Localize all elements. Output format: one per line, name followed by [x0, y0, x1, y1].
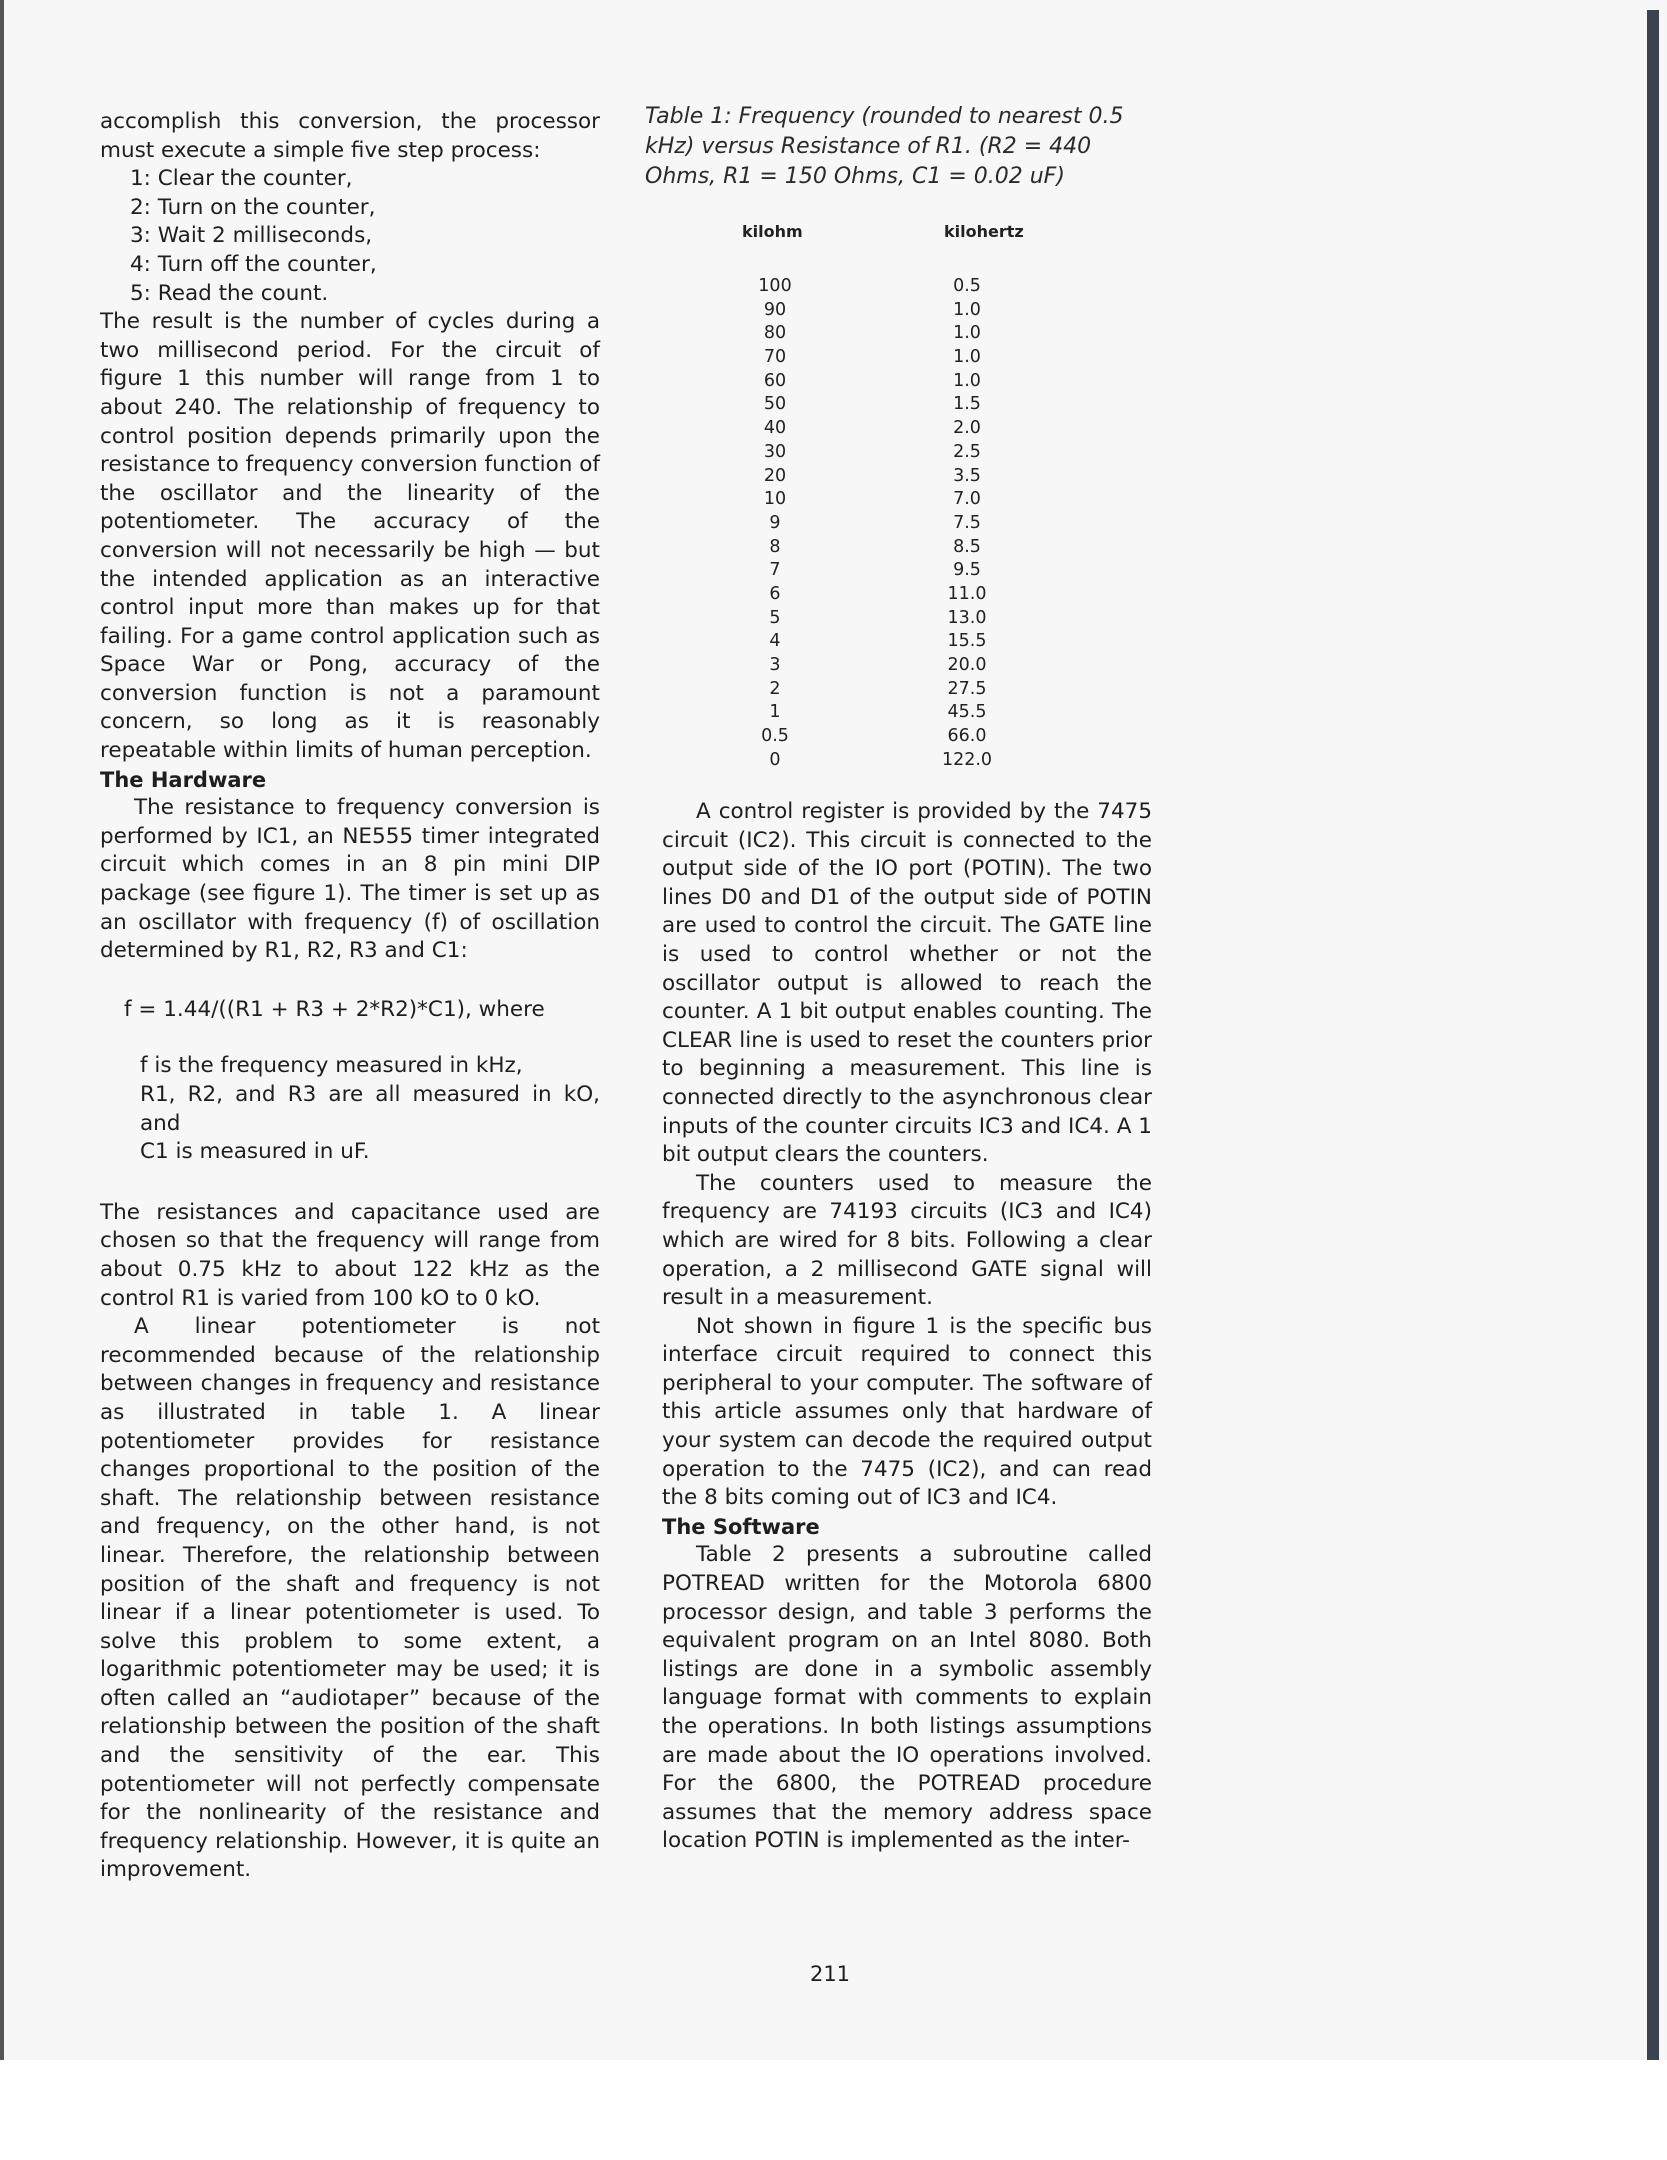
step-item: 2: Turn on the counter,	[130, 194, 376, 220]
kilohm-cell: 7	[769, 560, 781, 581]
hardware-paragraph: The resistance to frequency conversion is performed by IC1, an NE555 timer integrated circuit which comes in an 8 pin mini DIP package (see figure 1). The timer is set up as an oscillator with frequency (f) of oscillation determined by R1, R2, R3 and C1:	[100, 795, 600, 964]
table-row	[700, 370, 1060, 394]
table-row	[700, 346, 1060, 370]
table1	[700, 222, 1060, 772]
table-row	[700, 725, 1060, 749]
table-row	[700, 417, 1060, 441]
kilohm-cell: 6	[769, 583, 781, 604]
kilohm-cell: 20	[763, 465, 787, 486]
table-row	[700, 465, 1060, 489]
table-row	[700, 299, 1060, 323]
kilohertz-cell: 9.5	[953, 560, 981, 581]
kilohm-cell: 0.5	[761, 726, 789, 747]
kilohm-cell: 100	[758, 276, 792, 296]
definition-item: C1 is measured in uF.	[140, 1139, 370, 1165]
table-row	[700, 701, 1060, 725]
table-row	[700, 749, 1060, 773]
kilohm-cell: 9	[769, 512, 781, 533]
kilohertz-cell: 1.0	[953, 347, 981, 368]
table-row	[700, 630, 1060, 654]
kilohm-cell: 0	[769, 749, 781, 770]
table-row	[700, 536, 1060, 560]
kilohertz-cell: 45.5	[947, 702, 987, 723]
kilohertz-cell: 7.5	[953, 512, 981, 533]
definition-item: f is the frequency measured in kHz,	[140, 1053, 523, 1079]
kilohm-cell: 40	[763, 418, 787, 439]
hardware-heading: The Hardware	[100, 767, 267, 792]
definition-item: R1, R2, and R3 are all measured in kO, and	[140, 1082, 600, 1136]
kilohm-cell: 10	[763, 489, 787, 510]
kilohertz-cell: 20.0	[947, 655, 987, 675]
kilohm-cell: 8	[769, 536, 781, 557]
table-row	[700, 322, 1060, 346]
table-row	[700, 512, 1060, 536]
result-paragraph: The result is the number of cycles during a two millisecond period. For the circuit of figure 1 this number will range from 1 to about 240. The relationship of frequency to control position depends primarily upon the resistance to frequency conversion function of the oscillator and the linearity of the potentiometer. The accuracy of the conversion will not necessarily be high — but the intended application as an interactive control input more than makes up for that failing. For a game control application such as Space War or Pong, accuracy of the conversion function is not a paramount concern, so long as it is reasonably repeatable within limits of human perception.	[100, 309, 600, 764]
kilohm-cell: 4	[769, 631, 781, 652]
kilohertz-cell: 2.0	[953, 418, 981, 439]
kilohertz-cell: 66.0	[947, 726, 987, 747]
step-item: 3: Wait 2 milliseconds,	[130, 223, 373, 249]
table-row	[700, 441, 1060, 465]
kilohertz-cell: 7.0	[953, 489, 981, 510]
kilohertz-cell: 13.0	[947, 607, 987, 628]
table-row	[700, 488, 1060, 512]
table1-body	[700, 275, 1060, 772]
table1-header-row	[700, 222, 1060, 241]
table-row	[700, 559, 1060, 583]
resistance-paragraph: The resistances and capacitance used are chosen so that the frequency will range from about 0.75 kHz to about 122 kHz as the control R1 is varied from 100 kO to 0 kO.	[100, 1199, 600, 1311]
left-column	[100, 108, 600, 1885]
software-heading: The Software	[662, 1514, 820, 1539]
column-header-kilohertz: kilohertz	[944, 222, 1024, 241]
column-header-kilohm: kilohm	[742, 222, 803, 241]
kilohertz-cell: 0.5	[953, 276, 981, 296]
kilohertz-cell: 27.5	[947, 678, 987, 699]
kilohm-cell: 2	[769, 678, 781, 699]
step-item: 4: Turn off the counter,	[130, 251, 377, 277]
control-register-paragraph: A control register is provided by the 7475 circuit (IC2). This circuit is connected to the output side of the IO port (POTIN). The two lines D0 and D1 of the output side of POTIN are used to control the circuit. The GATE line is used to control whether or not the oscillator output is allowed to reach the counter. A 1 bit output enables counting. The CLEAR line is used to reset the counters prior to beginning a measurement. This line is connected directly to the asynchronous clear inputs of the counter circuits IC3 and IC4. A 1 bit output clears the counters.	[662, 799, 1152, 1168]
table-row	[700, 393, 1060, 417]
scan-bottom-margin	[0, 2060, 1667, 2160]
kilohm-cell: 30	[763, 441, 787, 462]
bus-interface-paragraph: Not shown in figure 1 is the specific bus interface circuit required to connect this peripheral to your computer. The software of this article assumes only that hardware of your system can decode the required output operation to the 7475 (IC2), and can read the 8 bits coming out of IC3 and IC4.	[662, 1313, 1152, 1511]
kilohm-cell: 3	[769, 655, 781, 675]
right-column	[662, 798, 1152, 1856]
intro-paragraph: accomplish this conversion, the processor must execute a simple five step process:	[100, 109, 600, 163]
kilohertz-cell: 1.0	[953, 370, 981, 391]
step-item: 5: Read the count.	[130, 280, 329, 306]
formula-definitions	[100, 1052, 600, 1166]
table-row	[700, 654, 1060, 678]
table-row	[700, 583, 1060, 607]
kilohm-cell: 50	[763, 394, 787, 415]
page-number: 211	[809, 1962, 851, 1986]
table-row	[700, 678, 1060, 702]
kilohm-cell: 5	[769, 607, 781, 628]
kilohertz-cell: 2.5	[953, 441, 981, 462]
scan-edge-right	[1647, 10, 1659, 2062]
counters-paragraph: The counters used to measure the frequency are 74193 circuits (IC3 and IC4) which are wired for 8 bits. Following a clear operation, a 2 millisecond GATE signal will result in a measurement.	[662, 1170, 1152, 1311]
kilohertz-cell: 3.5	[953, 465, 981, 486]
kilohertz-cell: 1.0	[953, 323, 981, 344]
kilohm-cell: 60	[763, 370, 787, 391]
kilohm-cell: 70	[763, 347, 787, 368]
kilohertz-cell: 15.5	[947, 631, 987, 652]
kilohertz-cell: 11.0	[947, 583, 987, 604]
scan-edge-left	[0, 0, 4, 2060]
kilohm-cell: 1	[769, 702, 781, 723]
software-paragraph: Table 2 presents a subroutine called POTREAD written for the Motorola 6800 processor design, and table 3 performs the equivalent program on an Intel 8080. Both listings are done in a symbolic assembly language format with comments to explain the operations. In both listings assumptions are made about the IO operations involved. For the 6800, the POTREAD procedure assumes that the memory address space location POTIN is implemented as the inter-	[662, 1542, 1152, 1854]
potentiometer-paragraph: A linear potentiometer is not recommended because of the relationship between changes in frequency and resistance as illustrated in table 1. A linear potentiometer provides for resistance changes proportional to the position of the shaft. The relationship between resistance and frequency, on the other hand, is not linear. Therefore, the relationship between position of the shaft and frequency is not linear if a linear potentiometer is used. To solve this problem to some extent, a logarithmic potentiometer may be used; it is often called an “audiotaper” because of the relationship between the position of the shaft and the sensitivity of the ear. This potentiometer will not perfectly compensate for the nonlinearity of the resistance and frequency relationship. However, it is quite an improvement.	[100, 1314, 600, 1883]
kilohertz-cell: 8.5	[953, 536, 981, 557]
table1-caption: Table 1: Frequency (rounded to nearest 0.5 kHz) versus Resistance of R1. (R2 = 440 Ohms, R1 = 150 Ohms, C1 = 0.02 uF)	[645, 104, 1124, 189]
kilohm-cell: 90	[763, 299, 787, 320]
table-row	[700, 275, 1060, 299]
kilohertz-cell: 1.5	[953, 394, 981, 415]
steps-list	[100, 165, 600, 308]
kilohm-cell: 80	[763, 323, 787, 344]
step-item: 1: Clear the counter,	[130, 166, 353, 192]
table-row	[700, 607, 1060, 631]
kilohertz-cell: 122.0	[941, 749, 993, 770]
frequency-formula: f = 1.44/((R1 + R3 + 2*R2)*C1), where	[124, 996, 545, 1022]
kilohertz-cell: 1.0	[953, 299, 981, 320]
